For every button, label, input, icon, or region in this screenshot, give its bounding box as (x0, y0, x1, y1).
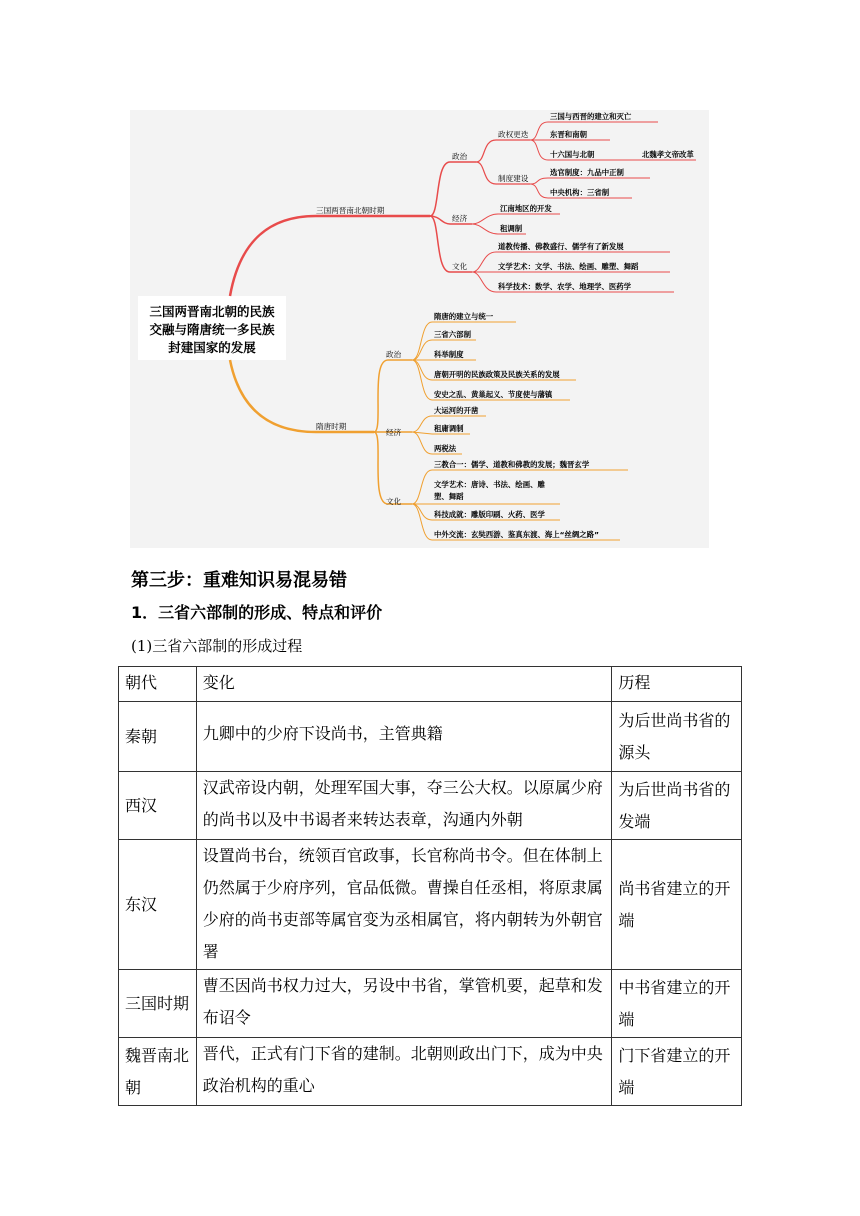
root-line-3: 封建国家的发展 (168, 340, 256, 355)
regime-sub: 北魏孝文帝改革 (642, 150, 694, 159)
b-culture-item-2b: 塑、舞蹈 (434, 492, 464, 501)
cell-stage: 中书省建立的开端 (612, 970, 742, 1038)
regime-label: 政权更迭 (498, 130, 529, 139)
regime-item-3: 十六国与北朝 (550, 150, 595, 159)
section-heading: 第三步：重难知识易混易错 (131, 570, 347, 591)
cell-change: 曹丕因尚书权力过大，另设中书省，掌管机要，起草和发布诏令 (196, 970, 612, 1038)
b-politics-item-1: 隋唐的建立与统一 (434, 312, 494, 321)
branch-b-politics: 政治 (386, 350, 402, 359)
a-economy-item-1: 江南地区的开发 (500, 204, 552, 213)
section-subheading: 1．三省六部制的形成、特点和评价 (131, 603, 383, 622)
branch-a-politics: 政治 (452, 152, 468, 161)
cell-stage: 为后世尚书省的源头 (612, 702, 742, 772)
cell-stage: 门下省建立的开端 (612, 1038, 742, 1106)
table-header-row (119, 667, 742, 702)
formation-table (118, 666, 742, 1106)
table-row (119, 772, 742, 840)
system-item-2: 中央机构：三省制 (550, 188, 610, 197)
b-politics-item-4: 唐朝开明的民族政策及民族关系的发展 (434, 370, 560, 379)
root-line-2: 交融与隋唐统一多民族 (149, 322, 275, 337)
branch-a-economy: 经济 (452, 214, 468, 223)
header-change: 变化 (196, 667, 612, 702)
branch-a-culture: 文化 (452, 262, 468, 271)
mind-map-figure (130, 110, 709, 548)
a-economy-item-2: 租调制 (500, 224, 523, 233)
table-row (119, 970, 742, 1038)
paragraph-title: (1)三省六部制的形成过程 (131, 637, 303, 655)
b-politics-item-3: 科举制度 (434, 350, 464, 359)
branch-b-label: 隋唐时期 (316, 422, 347, 431)
cell-dynasty: 西汉 (119, 772, 197, 840)
b-culture-item-4: 中外交流：玄奘西游、鉴真东渡、海上“丝绸之路” (434, 530, 599, 539)
a-culture-item-1: 道教传播、佛教盛行、儒学有了新发展 (498, 242, 624, 251)
a-culture-item-3: 科学技术：数学、农学、地理学、医药学 (498, 282, 632, 291)
cell-change: 九卿中的少府下设尚书，主管典籍 (196, 702, 612, 772)
branch-b-economy: 经济 (386, 428, 402, 437)
b-economy-item-1: 大运河的开凿 (434, 406, 479, 415)
system-item-1: 选官制度：九品中正制 (550, 168, 624, 177)
b-politics-item-5: 安史之乱、黄巢起义、节度使与藩镇 (434, 390, 553, 399)
cell-dynasty: 三国时期 (119, 970, 197, 1038)
cell-dynasty: 魏晋南北朝 (119, 1038, 197, 1106)
cell-change: 设置尚书台，统领百官政事，长官称尚书令。但在体制上仍然属于少府序列，官品低微。曹操自任丞相，将原隶属少府的尚书吏部等属官变为丞相属官，将内朝转为外朝官署 (196, 840, 612, 970)
branch-a-label: 三国两晋南北朝时期 (316, 206, 385, 215)
b-economy-item-2: 租庸调制 (434, 424, 464, 433)
table-row (119, 840, 742, 970)
cell-stage: 尚书省建立的开端 (612, 840, 742, 970)
regime-item-1: 三国与西晋的建立和灭亡 (550, 112, 632, 121)
b-politics-item-2: 三省六部制 (434, 330, 471, 339)
table-row (119, 1038, 742, 1106)
root-line-1: 三国两晋南北朝的民族 (149, 304, 275, 319)
cell-stage: 为后世尚书省的发端 (612, 772, 742, 840)
b-culture-item-2a: 文学艺术：唐诗、书法、绘画、雕 (434, 480, 545, 489)
header-dynasty: 朝代 (119, 667, 197, 702)
b-culture-item-3: 科技成就：雕版印刷、火药、医学 (434, 510, 545, 519)
regime-item-2: 东晋和南朝 (550, 130, 587, 139)
system-label: 制度建设 (498, 174, 529, 183)
cell-dynasty: 秦朝 (119, 702, 197, 772)
cell-change: 晋代，正式有门下省的建制。北朝则政出门下，成为中央政治机构的重心 (196, 1038, 612, 1106)
cell-dynasty: 东汉 (119, 840, 197, 970)
table-row (119, 702, 742, 772)
a-culture-item-2: 文学艺术：文学、书法、绘画、雕塑、舞蹈 (498, 262, 639, 271)
b-culture-item-1: 三教合一：儒学、道教和佛教的发展；魏晋玄学 (434, 460, 590, 469)
header-stage: 历程 (612, 667, 742, 702)
b-economy-item-3: 两税法 (434, 444, 457, 453)
cell-change: 汉武帝设内朝，处理军国大事，夺三公大权。以原属少府的尚书以及中书谒者来转达表章，沟通内外朝 (196, 772, 612, 840)
branch-b-culture: 文化 (386, 497, 402, 506)
